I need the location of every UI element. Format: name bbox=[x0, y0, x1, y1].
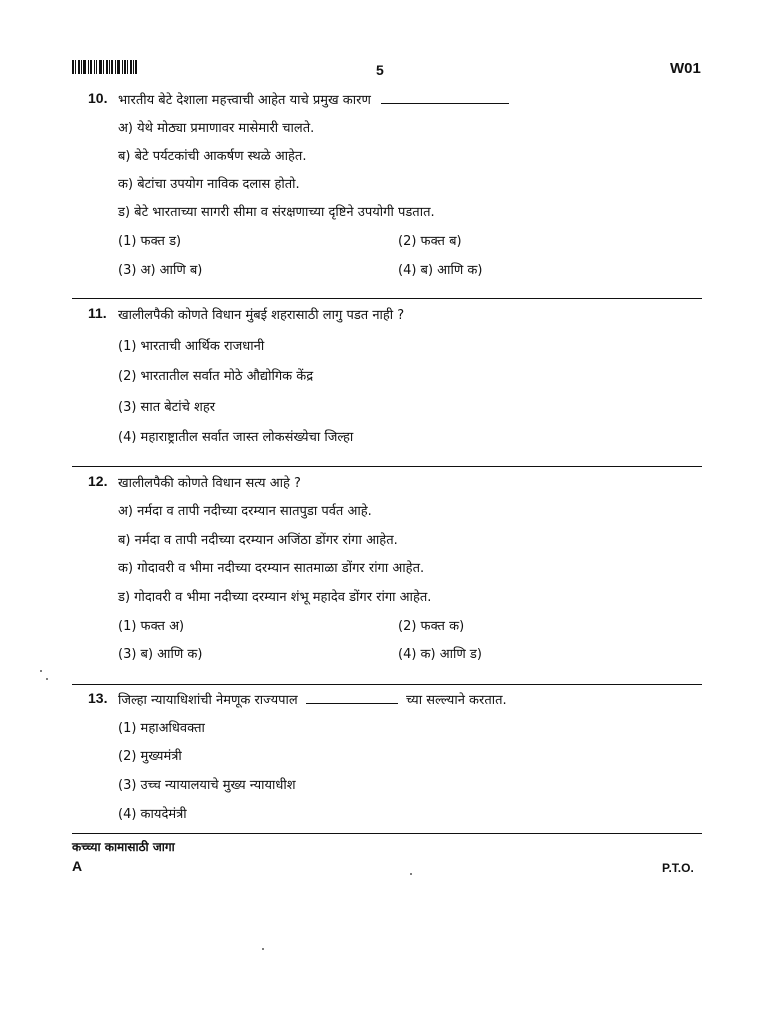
statement: ब) नर्मदा व तापी नदीच्या दरम्यान अजिंठा डोंगर रांगा आहेत. bbox=[118, 533, 398, 548]
set-label: A bbox=[72, 858, 83, 874]
answer-blank bbox=[381, 92, 509, 104]
answer-option[interactable]: (2) भारतातील सर्वात मोठे औद्योगिक केंद्र bbox=[118, 369, 314, 384]
divider bbox=[72, 466, 702, 467]
page-number: 5 bbox=[376, 62, 384, 78]
question-text: खालीलपैकी कोणते विधान मुंबई शहरासाठी लागु पडत नाही ? bbox=[118, 308, 405, 323]
answer-option[interactable]: (3) सात बेटांचे शहर bbox=[118, 400, 216, 415]
statement: ड) बेटे भारताच्या सागरी सीमा व संरक्षणाच्या दृष्टिने उपयोगी पडतात. bbox=[118, 205, 435, 220]
answer-option[interactable]: (1) फक्त अ) bbox=[118, 619, 185, 634]
statement: अ) येथे मोठ्या प्रमाणावर मासेमारी चालते. bbox=[118, 121, 315, 136]
answer-option[interactable]: (2) फक्त क) bbox=[398, 619, 465, 634]
answer-option[interactable]: (4) क) आणि ड) bbox=[398, 647, 482, 662]
question-number: 10. bbox=[88, 90, 108, 106]
answer-option[interactable]: (2) फक्त ब) bbox=[398, 234, 462, 249]
scan-speck bbox=[40, 670, 42, 672]
statement: अ) नर्मदा व तापी नदीच्या दरम्यान सातपुडा पर्वत आहे. bbox=[118, 504, 372, 519]
question-number: 12. bbox=[88, 473, 108, 489]
question-text: खालीलपैकी कोणते विधान सत्य आहे ? bbox=[118, 476, 301, 491]
scan-speck bbox=[410, 873, 412, 875]
answer-option[interactable]: (3) उच्च न्यायालयाचे मुख्य न्यायाधीश bbox=[118, 778, 296, 793]
question-number: 11. bbox=[88, 305, 107, 321]
scan-speck bbox=[262, 948, 264, 950]
answer-option[interactable]: (3) अ) आणि ब) bbox=[118, 263, 203, 278]
answer-option[interactable]: (2) मुख्यमंत्री bbox=[118, 749, 182, 764]
statement: क) गोदावरी व भीमा नदीच्या दरम्यान सातमाळा डोंगर रांगा आहेत. bbox=[118, 561, 425, 576]
paper-code: W01 bbox=[670, 60, 701, 77]
statement: क) बेटांचा उपयोग नाविक दलास होतो. bbox=[118, 177, 300, 192]
scan-speck bbox=[46, 678, 48, 680]
answer-option[interactable]: (1) फक्त ड) bbox=[118, 234, 182, 249]
statement: ड) गोदावरी व भीमा नदीच्या दरम्यान शंभू महादेव डोंगर रांगा आहेत. bbox=[118, 590, 432, 605]
answer-option[interactable]: (1) भारताची आर्थिक राजधानी bbox=[118, 339, 265, 354]
answer-option[interactable]: (4) कायदेमंत्री bbox=[118, 807, 187, 822]
question-text: जिल्हा न्यायाधिशांची नेमणूक राज्यपाल च्या सल्ल्याने करतात. bbox=[118, 693, 507, 708]
answer-option[interactable]: (4) महाराष्ट्रातील सर्वात जास्त लोकसंख्येचा जिल्हा bbox=[118, 430, 354, 445]
question-text: भारतीय बेटे देशाला महत्त्वाची आहेत याचे प्रमुख कारण bbox=[118, 90, 509, 108]
question-number: 13. bbox=[88, 690, 108, 706]
answer-option[interactable]: (3) ब) आणि क) bbox=[118, 647, 203, 662]
answer-option[interactable]: (1) महाअधिवक्ता bbox=[118, 721, 205, 736]
divider bbox=[72, 298, 702, 299]
divider bbox=[72, 833, 702, 834]
barcode bbox=[72, 60, 138, 74]
rough-work-label: कच्च्या कामासाठी जागा bbox=[72, 840, 175, 854]
answer-blank bbox=[306, 692, 398, 704]
statement: ब) बेटे पर्यटकांची आकर्षण स्थळे आहेत. bbox=[118, 149, 307, 164]
divider bbox=[72, 684, 702, 685]
answer-option[interactable]: (4) ब) आणि क) bbox=[398, 263, 483, 278]
pto-label: P.T.O. bbox=[662, 861, 694, 875]
